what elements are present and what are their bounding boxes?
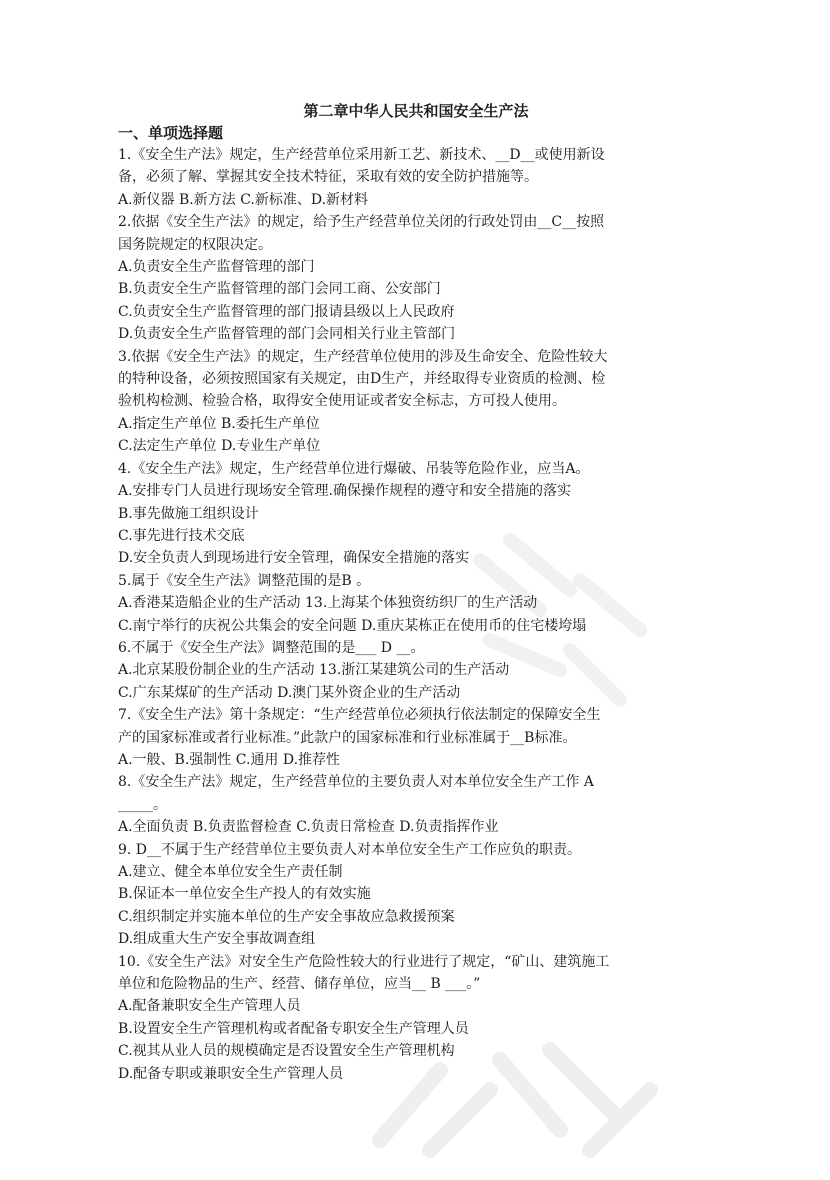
answer-option-line: C.广东某煤矿的生产活动 D.澳门某外资企业的生产活动 [118,684,461,701]
question-item [118,570,714,637]
question-item [118,839,714,951]
question-stem-line: 9. D__不属于生产经营单位主要负责人对本单位安全生产工作应负的职责。 [118,841,582,858]
section-heading: 一、单项选择题 [118,124,224,142]
question-stem-line: 1.《安全生产法》规定，生产经营单位采用新工艺、新技术、__D__或使用新设 [118,147,605,163]
answer-option-line: A.一般、B.强制性 C.通用 D.推荐性 [118,751,341,768]
answer-option-line: A.全面负责 B.负责监督检查 C.负责日常检查 D.负责指挥作业 [118,819,499,836]
answer-option-line: A.新仪器 B.新方法 C.新标准、D.新材料 [118,191,369,208]
answer-option-line: A.香港某造船企业的生产活动 13.上海某个体独资纺织厂的生产活动 [118,595,538,612]
question-item [118,771,714,838]
answer-option-line: B.负责安全生产监督管理的部门会同工商、公安部门 [118,281,441,298]
question-stem-line: 备，必须了解、掌握其安全技术特征，采取有效的安全防护措施等。 [118,169,538,186]
page-title: 第二章中华人民共和国安全生产法 [303,102,529,120]
answer-option-line: A.安排专门人员进行现场安全管理.确保操作规程的遵守和安全措施的落实 [118,483,572,500]
answer-option-line: D.负责安全生产监督管理的部门会同相关行业主管部门 [118,326,456,343]
answer-option-line: C.南宁举行的庆祝公共集会的安全问题 D.重庆某栋正在使用币的住宅楼垮塌 [118,617,587,634]
question-stem-line: 3.依据《安全生产法》的规定，生产经营单位使用的涉及生命安全、危险性较大 [118,348,608,365]
answer-option-line: A.建立、健全本单位安全生产责任制 [118,864,343,880]
answer-option-line: D.组成重大生产安全事故调查组 [118,931,316,948]
answer-option-line: D.配备专职或兼职安全生产管理人员 [118,1065,344,1082]
question-stem-line: 验机构检测、检验合格，取得安全使用证或者安全标志，方可投人使用。 [118,393,566,410]
question-item [118,458,714,570]
question-stem-line: 5.属于《安全生产法》调整范围的是B 。 [118,572,371,589]
question-stem-line: 2.依据《安全生产法》的规定，给予生产经营单位关闭的行政处罚由__C__按照 [118,214,605,231]
answer-option-line: B.保证本一单位安全生产投人的有效实施 [118,886,371,903]
answer-option-line: C.视其从业人员的规模确定是否设置安全生产管理机构 [118,1043,455,1060]
answer-option-line: A.配备兼职安全生产管理人员 [118,998,301,1015]
question-stem-line: 8.《安全生产法》规定，生产经营单位的主要负责人对本单位安全生产工作 A [118,774,594,791]
question-item [118,144,714,211]
answer-option-line: C.法定生产单位 D.专业生产单位 [118,438,321,455]
answer-option-line: C.负责安全生产监督管理的部门报请县级以上人民政府 [118,303,455,320]
question-stem-line: 的特种设备，必须按照国家有关规定，由D生产，并经取得专业资质的检测、检 [118,371,606,388]
question-stem-line: 国务院规定的权限决定。 [118,236,272,253]
answer-option-line: A.指定生产单位 B.委托生产单位 [118,415,320,432]
question-list [118,144,714,1085]
question-stem-line: 单位和危险物品的生产、经营、储存单位，应当__ B ___。” [118,976,481,993]
answer-option-line: C.事先进行技术交底 [118,527,245,544]
question-stem-line: 产的国家标准或者行业标准。”此款户的国家标准和行业标准属于__B标准。 [118,729,577,746]
question-stem-line: _____。 [118,796,167,813]
question-item [118,637,714,704]
answer-option-line: B.设置安全生产管理机构或者配备专职安全生产管理人员 [118,1020,469,1037]
question-stem-line: 10.《安全生产法》对安全生产危险性较大的行业进行了规定，“矿山、建筑施工 [118,953,610,970]
question-stem-line: 4.《安全生产法》规定，生产经营单位进行爆破、吊装等危险作业，应当A。 [118,460,590,477]
question-item [118,704,714,771]
answer-option-line: A.北京某股份制企业的生产活动 13.浙江某建筑公司的生产活动 [118,662,510,679]
question-item [118,211,714,345]
answer-option-line: A.负责安全生产监督管理的部门 [118,259,315,276]
question-stem-line: 7.《安全生产法》第十条规定：“生产经营单位必须执行依法制定的保障安全生 [118,707,601,724]
answer-option-line: C.组织制定并实施本单位的生产安全事故应急救援预案 [118,908,455,925]
question-item [118,951,714,1085]
question-stem-line: 6.不属于《安全生产法》调整范围的是___ D __。 [118,639,425,656]
document-page [118,100,714,1085]
answer-option-line: D.安全负责人到现场进行安全管理，确保安全措施的落实 [118,550,470,567]
question-item [118,346,714,458]
answer-option-line: B.事先做施工组织设计 [118,505,259,522]
